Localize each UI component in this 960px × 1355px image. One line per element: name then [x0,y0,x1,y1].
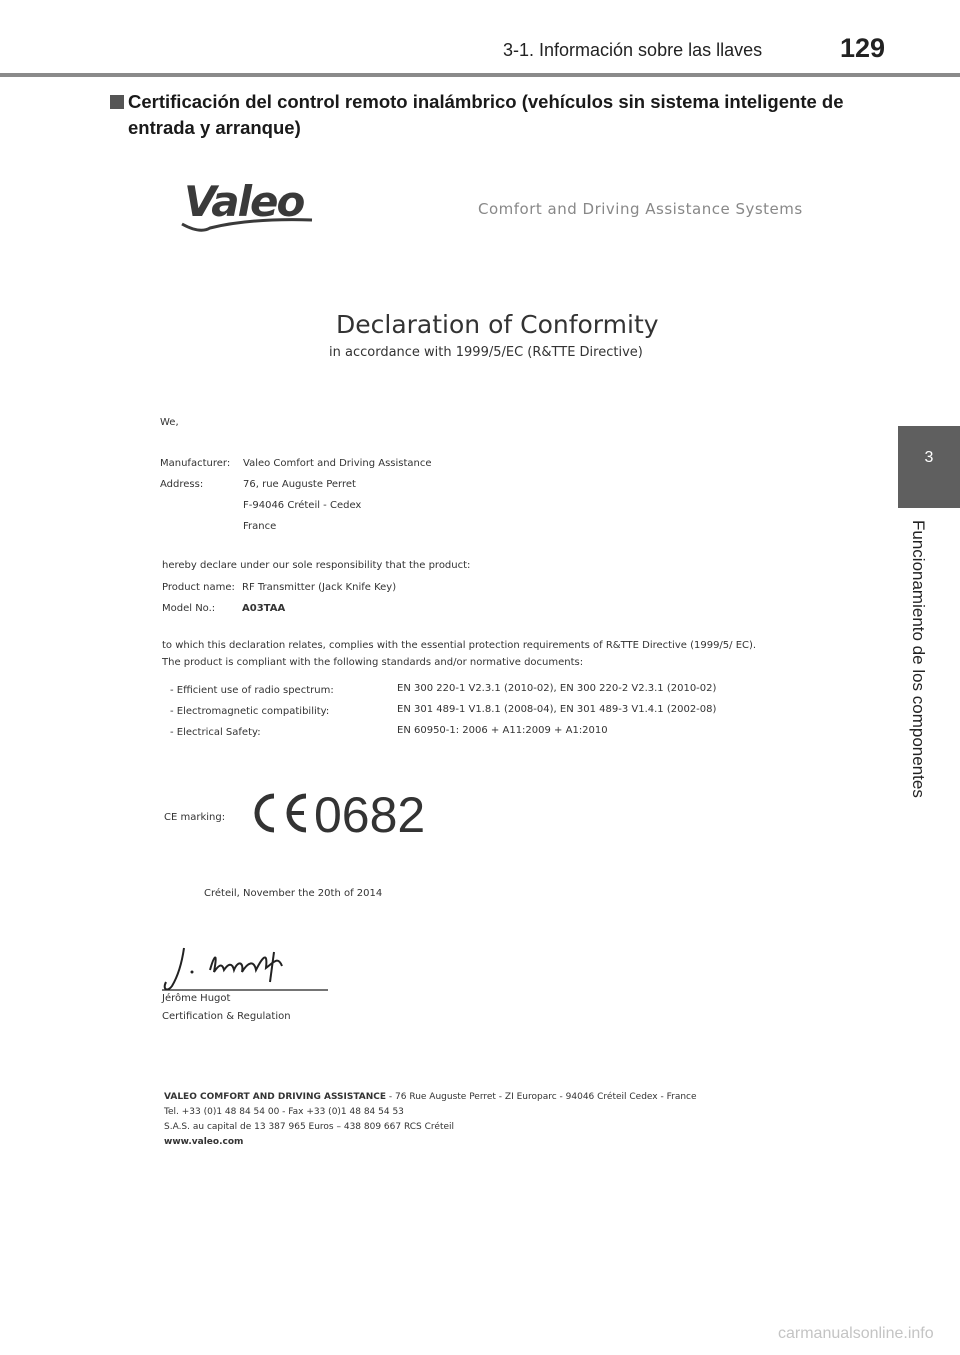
place-date: Créteil, November the 20th of 2014 [204,888,383,899]
relates-text: to which this declaration relates, complies with the essential protection requirements of R&TTE Directive (1999/5/ EC). [162,640,757,651]
page-number: 129 [840,33,886,63]
company-tagline: Comfort and Driving Assistance Systems [478,200,803,218]
signatory-name: Jérôme Hugot [162,993,231,1004]
standard-value: EN 301 489-1 V1.8.1 (2008-04), EN 301 489-3 V1.4.1 (2002-08) [397,704,717,715]
product-name-value: RF Transmitter (Jack Knife Key) [242,582,397,593]
header-section-title: 3-1. Información sobre las llaves [503,40,763,60]
footer-company-address: - 76 Rue Auguste Perret - ZI Europarc - 94046 Créteil Cedex - France [386,1092,697,1102]
valeo-logo [180,172,320,240]
section-heading [110,89,855,141]
chapter-number: 3 [924,449,934,466]
address-line: F-94046 Créteil - Cedex [243,500,362,511]
address-label: Address: [160,479,204,490]
address-line: France [243,521,277,532]
square-bullet-icon [110,95,124,109]
address-line: 76, rue Auguste Perret [243,479,356,490]
ce-notified-body-number: 0682 [314,787,426,843]
section-heading-text: Certificación del control remoto inalámbrico (vehículos sin sistema inteligente de entrada y arranque) [128,91,844,138]
declare-text: hereby declare under our sole responsibility that the product: [162,560,471,571]
logo-wordmark: Valeo [184,177,304,226]
chapter-tab [898,426,960,508]
standard-label: - Electromagnetic compatibility: [170,706,330,717]
model-label: Model No.: [162,603,216,614]
standard-label: - Efficient use of radio spectrum: [170,685,334,696]
signatory-title: Certification & Regulation [162,1011,291,1022]
manufacturer-value: Valeo Comfort and Driving Assistance [243,458,432,469]
standard-label: - Electrical Safety: [170,727,261,738]
declaration-subtitle: in accordance with 1999/5/EC (R&TTE Directive) [329,345,643,360]
standard-value: EN 300 220-1 V2.3.1 (2010-02), EN 300 220-2 V2.3.1 (2010-02) [397,683,717,694]
declaration-title: Declaration of Conformity [336,310,659,339]
manufacturer-label: Manufacturer: [160,458,231,469]
model-value: A03TAA [242,603,286,614]
footer-company-line [164,1092,697,1102]
footer-capital: S.A.S. au capital de 13 387 965 Euros – 438 809 667 RCS Créteil [164,1122,455,1132]
we-text: We, [160,417,179,428]
ce-marking-label: CE marking: [164,812,226,823]
watermark: carmanualsonline.info [778,1325,934,1342]
ce-mark-icon [244,792,310,838]
conformity-certificate [140,160,820,1170]
compliance-text: The product is compliant with the following standards and/or normative documents: [162,657,584,668]
footer-company-name: VALEO COMFORT AND DRIVING ASSISTANCE [164,1092,387,1102]
footer-website: www.valeo.com [164,1137,244,1147]
product-name-label: Product name: [162,582,235,593]
chapter-title: Funcionamiento de los componentes [909,520,928,798]
standard-value: EN 60950-1: 2006 + A11:2009 + A1:2010 [397,725,608,736]
footer-phone: Tel. +33 (0)1 48 84 54 00 - Fax +33 (0)1 48 84 54 53 [164,1107,404,1117]
header-divider [0,73,960,77]
